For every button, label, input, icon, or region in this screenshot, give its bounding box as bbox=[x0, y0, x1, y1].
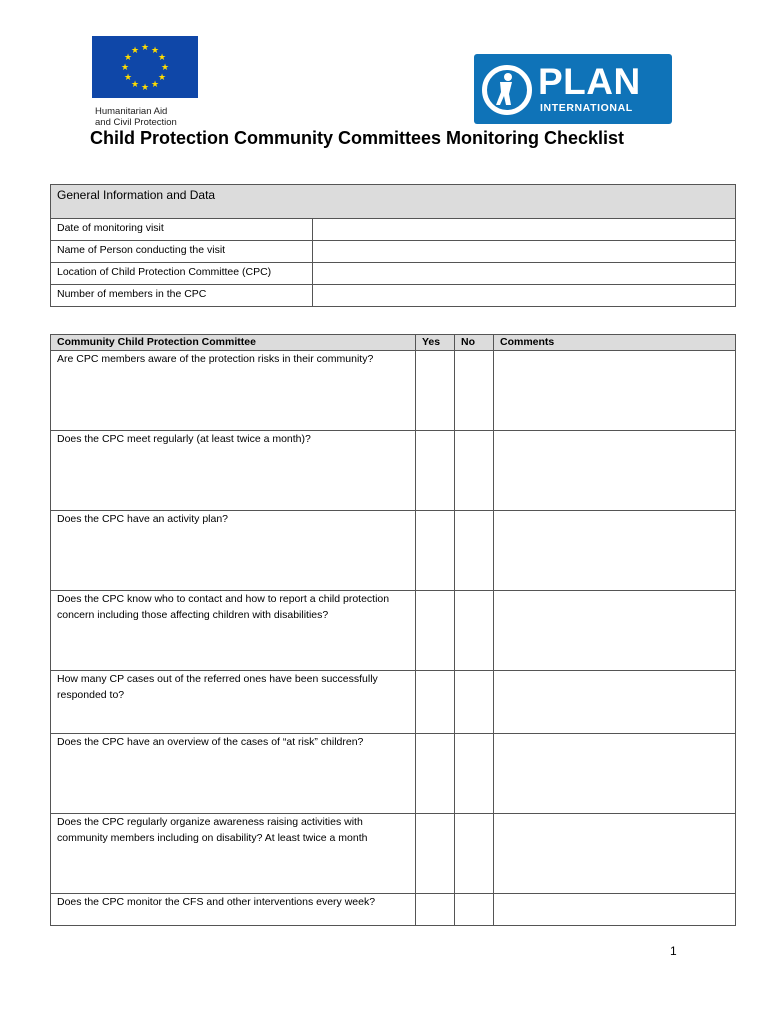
table-row bbox=[51, 734, 736, 814]
page-title: Child Protection Community Committees Monitoring Checklist bbox=[90, 128, 625, 148]
no-cell[interactable] bbox=[455, 814, 494, 894]
question-column-header: Community Child Protection Committee bbox=[51, 335, 416, 351]
svg-text:★: ★ bbox=[123, 73, 133, 83]
no-cell[interactable] bbox=[455, 431, 494, 511]
svg-text:★: ★ bbox=[140, 43, 150, 53]
table-row bbox=[51, 219, 736, 241]
svg-text:★: ★ bbox=[123, 53, 133, 63]
yes-cell[interactable] bbox=[416, 894, 455, 926]
no-cell[interactable] bbox=[455, 351, 494, 431]
field-label: Date of monitoring visit bbox=[51, 219, 313, 241]
question-text: Does the CPC meet regularly (at least twice a month)? bbox=[51, 431, 416, 511]
question-text: Does the CPC have an overview of the cases of “at risk” children? bbox=[51, 734, 416, 814]
yes-column-header: Yes bbox=[416, 335, 455, 351]
question-text: Does the CPC monitor the CFS and other interventions every week? bbox=[51, 894, 416, 926]
plan-international-logo bbox=[474, 54, 672, 124]
question-text: Does the CPC know who to contact and how to report a child protection concern including those affecting children with disabilities? bbox=[51, 591, 416, 671]
checklist-header-row bbox=[51, 335, 736, 351]
comments-cell[interactable] bbox=[494, 894, 736, 926]
table-row bbox=[51, 263, 736, 285]
table-row bbox=[51, 241, 736, 263]
page-number: 1 bbox=[670, 944, 677, 958]
table-row bbox=[51, 814, 736, 894]
svg-text:★: ★ bbox=[130, 80, 140, 90]
field-label: Name of Person conducting the visit bbox=[51, 241, 313, 263]
comments-cell[interactable] bbox=[494, 431, 736, 511]
table-row bbox=[51, 511, 736, 591]
yes-cell[interactable] bbox=[416, 671, 455, 734]
general-info-header-row bbox=[51, 185, 736, 219]
general-info-table bbox=[50, 184, 736, 307]
cpc-members-field[interactable] bbox=[313, 285, 736, 307]
table-row bbox=[51, 431, 736, 511]
svg-text:★: ★ bbox=[157, 53, 167, 63]
comments-cell[interactable] bbox=[494, 814, 736, 894]
yes-cell[interactable] bbox=[416, 511, 455, 591]
svg-text:★: ★ bbox=[150, 80, 160, 90]
svg-text:★: ★ bbox=[130, 46, 140, 56]
no-cell[interactable] bbox=[455, 591, 494, 671]
eu-caption bbox=[95, 106, 177, 128]
eu-caption-line1: Humanitarian Aid bbox=[95, 106, 168, 117]
eu-caption-line2: and Civil Protection bbox=[95, 117, 177, 128]
comments-cell[interactable] bbox=[494, 351, 736, 431]
no-cell[interactable] bbox=[455, 894, 494, 926]
question-text: Are CPC members aware of the protection risks in their community? bbox=[51, 351, 416, 431]
general-info-header: General Information and Data bbox=[51, 185, 736, 219]
plan-subword: INTERNATIONAL bbox=[540, 102, 633, 114]
no-cell[interactable] bbox=[455, 511, 494, 591]
comments-cell[interactable] bbox=[494, 511, 736, 591]
svg-text:★: ★ bbox=[120, 63, 130, 73]
field-label: Number of members in the CPC bbox=[51, 285, 313, 307]
field-label: Location of Child Protection Committee (CPC) bbox=[51, 263, 313, 285]
table-row bbox=[51, 591, 736, 671]
comments-cell[interactable] bbox=[494, 671, 736, 734]
svg-text:★: ★ bbox=[140, 83, 150, 93]
comments-column-header: Comments bbox=[494, 335, 736, 351]
yes-cell[interactable] bbox=[416, 591, 455, 671]
yes-cell[interactable] bbox=[416, 431, 455, 511]
date-of-visit-field[interactable] bbox=[313, 219, 736, 241]
plan-wordmark: PLAN bbox=[538, 61, 641, 102]
table-row bbox=[51, 894, 736, 926]
comments-cell[interactable] bbox=[494, 591, 736, 671]
question-text: Does the CPC have an activity plan? bbox=[51, 511, 416, 591]
no-cell[interactable] bbox=[455, 671, 494, 734]
checklist-table bbox=[50, 334, 736, 926]
svg-text:★: ★ bbox=[150, 46, 160, 56]
question-text: How many CP cases out of the referred ones have been successfully responded to? bbox=[51, 671, 416, 734]
table-row bbox=[51, 671, 736, 734]
svg-text:★: ★ bbox=[160, 63, 170, 73]
table-row bbox=[51, 351, 736, 431]
eu-stars-icon bbox=[92, 36, 198, 98]
yes-cell[interactable] bbox=[416, 734, 455, 814]
table-row bbox=[51, 285, 736, 307]
eu-flag-logo bbox=[92, 36, 198, 98]
yes-cell[interactable] bbox=[416, 814, 455, 894]
plan-child-figure-icon bbox=[496, 72, 516, 106]
comments-cell[interactable] bbox=[494, 734, 736, 814]
no-cell[interactable] bbox=[455, 734, 494, 814]
svg-text:★: ★ bbox=[157, 73, 167, 83]
yes-cell[interactable] bbox=[416, 351, 455, 431]
person-conducting-field[interactable] bbox=[313, 241, 736, 263]
no-column-header: No bbox=[455, 335, 494, 351]
question-text: Does the CPC regularly organize awareness raising activities with community members including on disability? At least twice a month bbox=[51, 814, 416, 894]
cpc-location-field[interactable] bbox=[313, 263, 736, 285]
